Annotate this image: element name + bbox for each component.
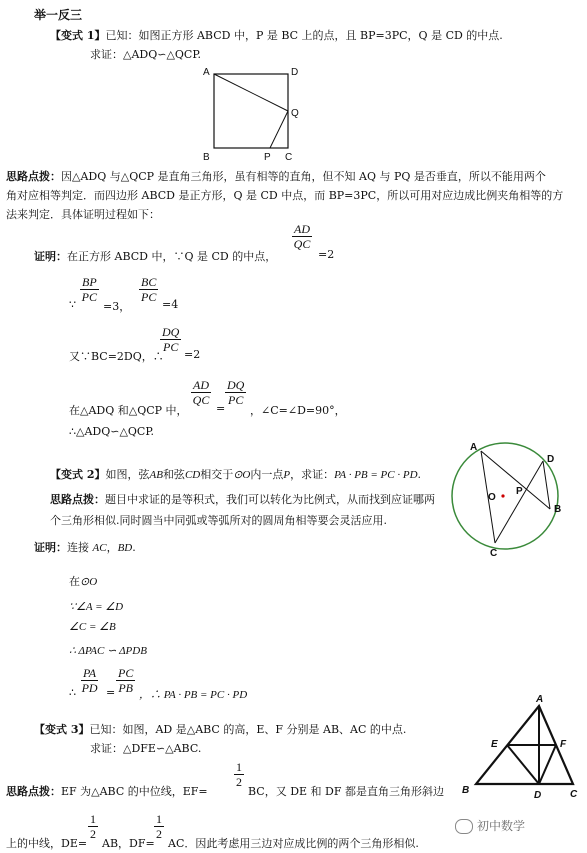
variant3-prove: 求证：△DFE∽△ABC. bbox=[90, 742, 202, 755]
variant3-hint-e: AC．因此考虑用三边对应成比例的两个三角形相似. bbox=[168, 837, 419, 850]
section-title: 举一反三 bbox=[34, 8, 83, 22]
label-f: F bbox=[560, 739, 567, 750]
variant2-step1: ∵∠A = ∠D bbox=[69, 601, 124, 613]
variant1-proof-line1: 证明：在正方形 ABCD 中，∵Q 是 CD 的中点， bbox=[34, 250, 277, 263]
variant1-hint-line2: 角对应相等判定．而四边形 ABCD 是正方形，Q 是 CD 中点，而 BP=3PC，所以可用对应边成比例夹角相等的方 bbox=[6, 189, 564, 202]
label-b: B bbox=[554, 504, 562, 515]
fraction-ad-qc: $\frac{AD}{QC}$ bbox=[293, 222, 311, 251]
label-d: D bbox=[547, 454, 555, 465]
square-figure bbox=[196, 62, 306, 164]
because-symbol: ∵ bbox=[69, 298, 76, 311]
variant3-hint-line1: 思路点拨：EF 为△ABC 的中位线，EF= bbox=[6, 785, 208, 798]
variant2-statement: 【变式 2】如图，弦AB和弦CD相交于⊙O内一点P，求证：PA · PB = PC · PD. bbox=[50, 468, 422, 481]
variant2-hint-line1: 思路点拨：题目中求证的是等积式，我们可以转化为比例式，从而找到应证哪两 bbox=[50, 493, 435, 506]
fraction-half-3: $\frac{1}{2}$ bbox=[156, 812, 162, 841]
segment-de bbox=[507, 745, 539, 784]
variant1-line4-post: ，∠C=∠D=90°， bbox=[250, 404, 346, 417]
variant1-line4-pre: 在△ADQ 和△QCP 中， bbox=[69, 404, 188, 417]
label-c: C bbox=[285, 152, 293, 163]
fraction3-value: =4 bbox=[162, 298, 179, 311]
fraction-half-1: $\frac{1}{2}$ bbox=[236, 760, 242, 789]
variant2-step4: ，∴ PA · PB = PC · PD bbox=[139, 689, 248, 701]
label-a: A bbox=[536, 694, 544, 705]
fraction-dq-pc-2: $\frac{DQ}{PC}$ bbox=[227, 378, 245, 407]
label-c: C bbox=[490, 548, 498, 559]
label-o: O bbox=[488, 492, 496, 503]
segment-df bbox=[539, 745, 556, 784]
fraction-dq-pc: $\frac{DQ}{PC}$ bbox=[162, 325, 180, 354]
fraction1-value: =2 bbox=[318, 248, 335, 261]
label-a: A bbox=[470, 442, 478, 453]
variant1-conclusion: ∴△ADQ∽△QCP. bbox=[69, 425, 155, 438]
label-b: B bbox=[462, 785, 470, 796]
variant2-equals: = bbox=[106, 686, 116, 699]
label-d: D bbox=[291, 67, 299, 78]
therefore-symbol: ∴ bbox=[69, 686, 76, 699]
variant1-hint-line1: 思路点拨：因△ADQ 与△QCP 是直角三角形，虽有相等的直角，但不知 AQ 与 PQ 是否垂直，所以不能用两个 bbox=[6, 170, 546, 183]
variant2-step3: ∴ ΔPAC ∽ ΔPDB bbox=[69, 645, 147, 657]
fraction4-value: =2 bbox=[184, 348, 201, 361]
triangle-figure bbox=[456, 692, 586, 804]
variant1-hint-line3: 法来判定．具体证明过程如下： bbox=[6, 208, 160, 221]
fraction-half-2: $\frac{1}{2}$ bbox=[90, 812, 96, 841]
chord-cd bbox=[495, 461, 543, 543]
segment-bd bbox=[543, 461, 550, 509]
segment-aq bbox=[214, 74, 288, 111]
fraction-pa-pd: $\frac{PA}{PD}$ bbox=[81, 666, 98, 695]
segment-qp bbox=[270, 111, 288, 148]
circle-figure bbox=[450, 436, 582, 568]
variant2-proof-line1: 证明：连接 AC，BD. bbox=[34, 541, 136, 554]
variant1-prove: 求证：△ADQ∽△QCP. bbox=[90, 48, 202, 61]
fraction2-value: =3， bbox=[103, 300, 131, 313]
variant3-hint-c: 上的中线，DE= bbox=[6, 837, 88, 850]
wechat-icon bbox=[455, 819, 473, 834]
variant3-hint-b: BC，又 DE 和 DF 都是直角三角形斜边 bbox=[248, 785, 444, 798]
variant2-in-circle: 在⊙O bbox=[69, 575, 98, 588]
label-d: D bbox=[534, 790, 542, 801]
label-c: C bbox=[570, 789, 578, 800]
center-dot bbox=[501, 494, 504, 497]
label-e: E bbox=[491, 739, 498, 750]
label-b: B bbox=[203, 152, 210, 163]
variant3-hint-d: AB，DF= bbox=[102, 837, 155, 850]
fraction-ad-qc-2: $\frac{AD}{QC}$ bbox=[192, 378, 210, 407]
square-abcd bbox=[214, 74, 288, 148]
variant3-statement: 【变式 3】已知：如图，AD 是△ABC 的高，E、F 分别是 AB、AC 的中点. bbox=[34, 723, 407, 736]
circle-o bbox=[452, 443, 558, 549]
label-p: P bbox=[516, 486, 523, 497]
variant2-step2: ∠C = ∠B bbox=[69, 621, 116, 633]
variant2-hint-line2: 个三角形相似.同时圆当中同弧或等弧所对的圆周角相等要会灵活应用. bbox=[50, 514, 387, 527]
label-q: Q bbox=[291, 108, 299, 119]
fraction-bc-pc: $\frac{BC}{PC}$ bbox=[141, 275, 157, 304]
variant1-statement: 【变式 1】已知：如图正方形 ABCD 中，P 是 BC 上的点，且 BP=3PC，Q 是 CD 的中点. bbox=[50, 29, 503, 42]
fraction-bp-pc: $\frac{BP}{PC}$ bbox=[81, 275, 97, 304]
equals-sign: = bbox=[216, 402, 226, 415]
fraction-pc-pb: $\frac{PC}{PB}$ bbox=[118, 666, 134, 695]
watermark: 初中数学 bbox=[455, 817, 525, 834]
label-a: A bbox=[203, 67, 210, 78]
label-p: P bbox=[264, 152, 271, 163]
variant1-tag: 【变式 1】 bbox=[50, 29, 106, 42]
variant1-line3: 又∵BC=2DQ，∴ bbox=[69, 350, 164, 363]
